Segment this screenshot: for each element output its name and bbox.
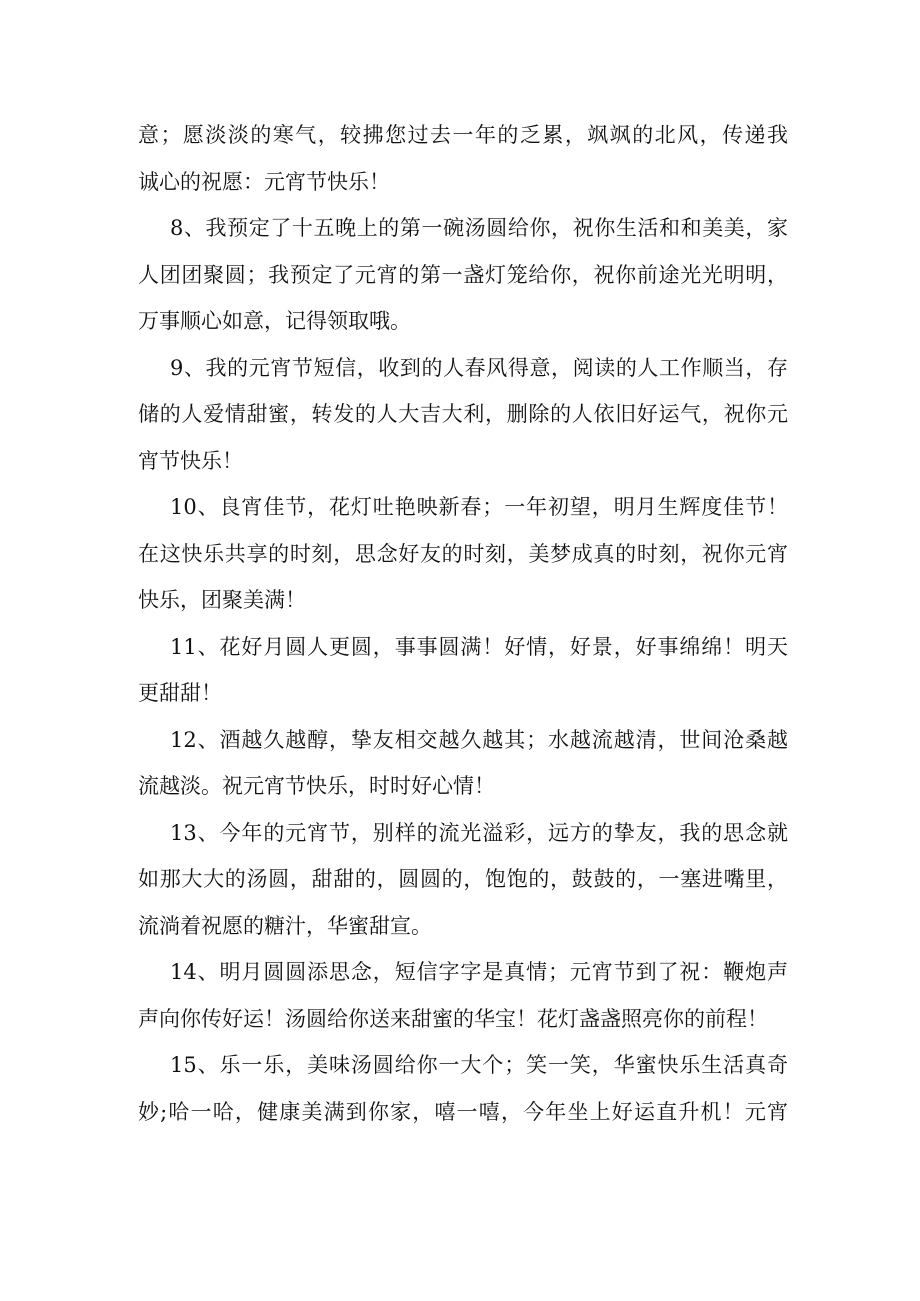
paragraph-line: 万事顺心如意，记得领取哦。 <box>138 309 411 333</box>
paragraph <box>138 717 788 810</box>
paragraph <box>138 345 788 485</box>
paragraph-line: 宵节快乐！ <box>138 448 243 473</box>
paragraph <box>138 810 788 950</box>
paragraph-line: 在这快乐共享的时刻，思念好友的时刻，美梦成真的时刻，祝你元宵 <box>138 541 788 566</box>
paragraph <box>138 484 788 624</box>
paragraph-line: 诚心的祝愿：元宵节快乐！ <box>138 169 390 194</box>
paragraph-line: 13、今年的元宵节，别样的流光溢彩，远方的挚友，我的思念就 <box>170 820 788 845</box>
paragraph-line: 流淌着祝愿的糖汁，华蜜甜宣。 <box>138 913 432 938</box>
paragraph-line: 更甜甜！ <box>138 681 222 705</box>
paragraph-line: 9、我的元宵节短信，收到的人春风得意，阅读的人工作顺当，存 <box>170 355 788 380</box>
paragraph-line: 14、明月圆圆添思念，短信字字是真情；元宵节到了祝：鞭炮声 <box>170 960 788 984</box>
paragraph-line: 声向你传好运！汤圆给你送来甜蜜的华宝！花灯盏盏照亮你的前程！ <box>138 1006 768 1031</box>
paragraph <box>138 205 788 345</box>
paragraph-line: 10、良宵佳节，花灯吐艳映新春；一年初望，明月生辉度佳节！ <box>170 495 788 519</box>
paragraph-line: 妙;哈一哈，健康美满到你家，嘻一嘻，今年坐上好运直升机！元宵 <box>138 1099 788 1124</box>
paragraph <box>138 112 788 205</box>
paragraph-line: 快乐，团聚美满！ <box>138 588 306 612</box>
document-body <box>138 112 788 1135</box>
paragraph-line: 人团团聚圆；我预定了元宵的第一盏灯笼给你，祝你前途光光明明， <box>138 262 788 287</box>
paragraph-line: 8、我预定了十五晚上的第一碗汤圆给你，祝你生活和和美美，家 <box>170 216 788 240</box>
paragraph <box>138 1042 788 1135</box>
paragraph-line: 15、乐一乐，美味汤圆给你一大个；笑一笑，华蜜快乐生活真奇 <box>170 1053 788 1077</box>
paragraph-line: 12、酒越久越醇，挚友相交越久越其；水越流越清，世间沧桑越 <box>170 727 788 752</box>
paragraph <box>138 949 788 1042</box>
paragraph <box>138 624 788 717</box>
paragraph-line: 如那大大的汤圆，甜甜的，圆圆的，饱饱的，鼓鼓的，一塞进嘴里， <box>138 867 788 891</box>
paragraph-line: 11、花好月圆人更圆，事事圆满！好情，好景，好事绵绵！明天 <box>170 634 788 659</box>
paragraph-line: 储的人爱情甜蜜，转发的人大吉大利，删除的人依旧好运气，祝你元 <box>138 402 788 426</box>
paragraph-line: 流越淡。祝元宵节快乐，时时好心情！ <box>138 774 495 798</box>
paragraph-line: 意；愿淡淡的寒气，较拂您过去一年的乏累，飒飒的北风，传递我 <box>138 123 788 147</box>
